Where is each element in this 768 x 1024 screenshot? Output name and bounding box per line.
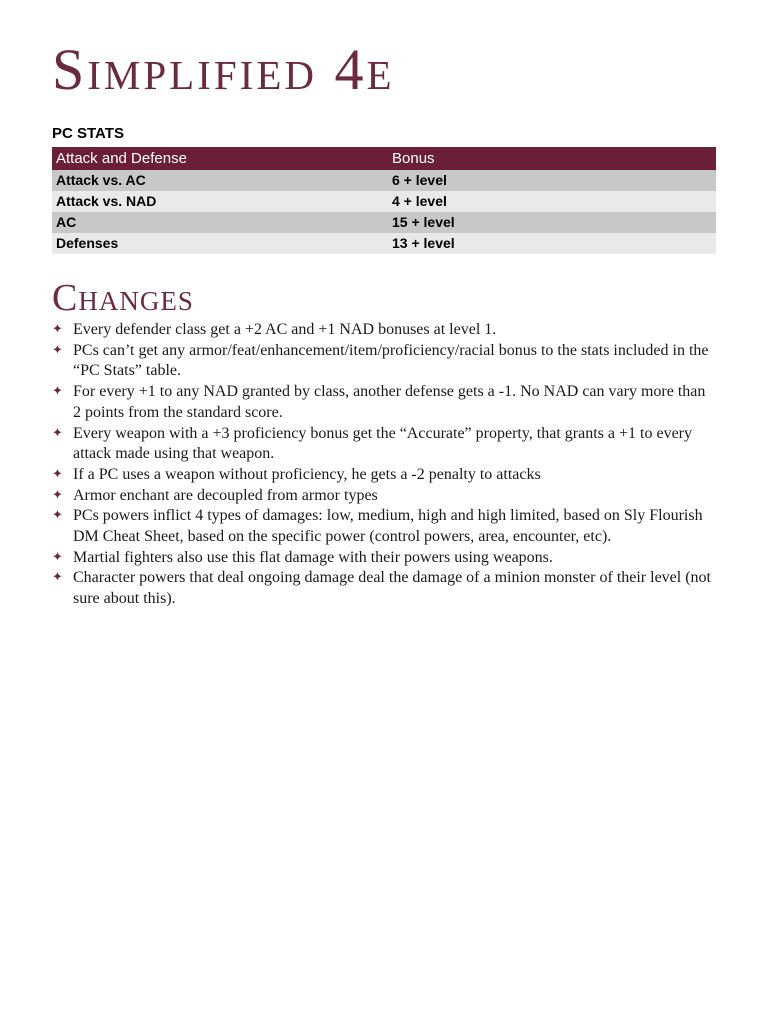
- table-row: [52, 233, 716, 254]
- stat-name: Attack vs. NAD: [52, 191, 388, 212]
- stat-name: Defenses: [52, 233, 388, 254]
- list-item-text: For every +1 to any NAD granted by class, another defense gets a -1. No NAD can vary more than 2 points from the standard score.: [73, 383, 706, 421]
- stat-bonus: 15 + level: [388, 212, 716, 233]
- list-item-text: PCs powers inflict 4 types of damages: low, medium, high and high limited, based on Sly Flourish DM Cheat Sheet, based on the specific power (control powers, area, encounter, etc).: [73, 507, 703, 546]
- list-item-text: Martial fighters also use this flat damage with their powers using weapons.: [73, 548, 553, 566]
- list-item: [52, 465, 716, 486]
- bullet-star-icon: ✦: [52, 549, 63, 565]
- column-header-attack-defense: Attack and Defense: [52, 147, 388, 170]
- stat-name: AC: [52, 212, 388, 233]
- bullet-star-icon: ✦: [52, 384, 63, 400]
- list-item: [52, 548, 716, 569]
- list-item: [52, 506, 716, 547]
- stat-bonus: 13 + level: [388, 233, 716, 254]
- bullet-star-icon: ✦: [52, 322, 63, 337]
- list-item: [52, 486, 716, 507]
- list-item: [52, 382, 716, 423]
- pc-stats-table: [52, 147, 716, 254]
- bullet-star-icon: ✦: [52, 487, 63, 503]
- list-item: [52, 341, 716, 382]
- stat-bonus: 6 + level: [388, 170, 716, 191]
- bullet-star-icon: ✦: [52, 342, 63, 358]
- list-item-text: Every defender class get a +2 AC and +1 NAD bonuses at level 1.: [73, 321, 497, 338]
- list-item: [52, 424, 716, 465]
- table-row: [52, 170, 716, 191]
- changes-heading: Changes: [52, 277, 194, 319]
- bullet-star-icon: ✦: [52, 508, 63, 524]
- list-item-text: Armor enchant are decoupled from armor types: [73, 486, 378, 504]
- stat-bonus: 4 + level: [388, 191, 716, 212]
- bullet-star-icon: ✦: [52, 570, 63, 586]
- bullet-star-icon: ✦: [52, 425, 63, 441]
- list-item-text: PCs can’t get any armor/feat/enhancement/item/proficiency/racial bonus to the stats included in the “PC Stats” table.: [73, 341, 709, 380]
- bullet-star-icon: ✦: [52, 466, 63, 482]
- list-item-text: Character powers that deal ongoing damage deal the damage of a minion monster of their level (not sure about this).: [73, 569, 711, 608]
- stat-name: Attack vs. AC: [52, 170, 388, 191]
- list-item: [52, 568, 716, 609]
- table-row: [52, 191, 716, 212]
- table-header-row: [52, 147, 716, 170]
- list-item-text: If a PC uses a weapon without proficiency, he gets a -2 penalty to attacks: [73, 465, 541, 483]
- list-item: [52, 320, 716, 341]
- column-header-bonus: Bonus: [388, 147, 716, 170]
- list-item-text: Every weapon with a +3 proficiency bonus get the “Accurate” property, that grants a +1 to every attack made using that weapon.: [73, 424, 692, 463]
- changes-list: [52, 320, 716, 610]
- pc-stats-heading: PC STATS: [52, 125, 124, 142]
- page-title: Simplified 4e: [52, 37, 395, 102]
- table-row: [52, 212, 716, 233]
